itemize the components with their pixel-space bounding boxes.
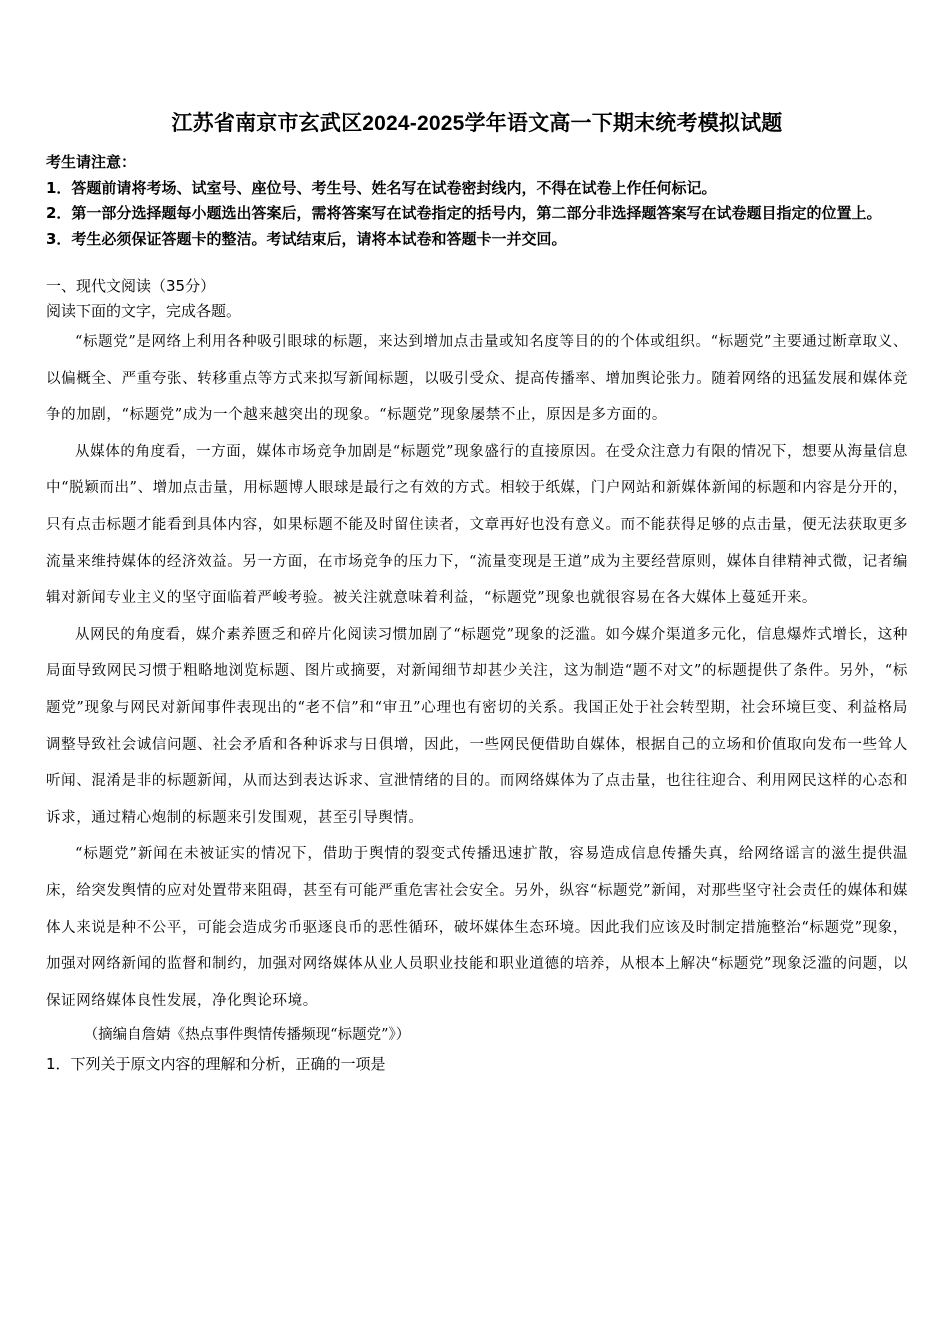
exam-notice bbox=[46, 150, 908, 252]
reading-instruction: 阅读下面的文字，完成各题。 bbox=[46, 302, 242, 320]
passage-paragraph: 从网民的角度看，媒介素养匮乏和碎片化阅读习惯加剧了“标题党”现象的泛滥。如今媒介渠道多元化，信息爆炸式增长，这种局面导致网民习惯于粗略地浏览标题、图片或摘要，对新闻细节却甚少关注，这为制造“题不对文”的标题提供了条件。另外，“标题党”现象与网民对新闻事件表现出的“老不信”和“审丑”心理也有密切的关系。我国正处于社会转型期，社会环境巨变、利益格局调整导致社会诚信问题、社会矛盾和各种诉求与日俱增，因此，一些网民便借助自媒体，根据自己的立场和价值取向发布一些耸人听闻、混淆是非的标题新闻，从而达到表达诉求、宣泄情绪的目的。而网络媒体为了点击量，也往往迎合、利用网民这样的心态和诉求，通过精心炮制的标题来引发围观，甚至引导舆情。 bbox=[46, 626, 908, 826]
passage-paragraph: “标题党”新闻在未被证实的情况下，借助于舆情的裂变式传播迅速扩散，容易造成信息传播失真，给网络谣言的滋生提供温床，给突发舆情的应对处置带来阻碍，甚至有可能严重危害社会安全。另外，纵容“标题党”新闻，对那些坚守社会责任的媒体和媒体人来说是种不公平，可能会造成劣币驱逐良币的恶性循环，破坏媒体生态环境。因此我们应该及时制定措施整治“标题党”现象，加强对网络新闻的监督和制约，加强对网络媒体从业人员职业技能和职业道德的培养，从根本上解决“标题党”现象泛滥的问题，以保证网络媒体良性发展，净化舆论环境。 bbox=[46, 846, 908, 1009]
section-heading: 一、现代文阅读（35分） bbox=[46, 277, 216, 295]
question-1: 1．下列关于原文内容的理解和分析，正确的一项是 bbox=[46, 1055, 386, 1074]
notice-item: 1．答题前请将考场、试室号、座位号、考生号、姓名写在试卷密封线内，不得在试卷上作任何标记。 bbox=[46, 178, 717, 197]
exam-page bbox=[46, 110, 908, 1077]
notice-item: 3．考生必须保证答题卡的整洁。考试结束后，请将本试卷和答题卡一并交回。 bbox=[46, 229, 567, 248]
page-title: 江苏省南京市玄武区2024-2025学年语文高一下期末统考模拟试题 bbox=[171, 112, 783, 135]
notice-item: 2．第一部分选择题每小题选出答案后，需将答案写在试卷指定的括号内，第二部分非选择题答案写在试卷题目指定的位置上。 bbox=[46, 204, 882, 222]
passage-paragraph: “标题党”是网络上利用各种吸引眼球的标题，来达到增加点击量或知名度等目的的个体或组织。“标题党”主要通过断章取义、以偏概全、严重夸张、转移重点等方式来拟写新闻标题，以吸引受众、提高传播率、增加舆论张力。随着网络的迅猛发展和媒体竞争的加剧，“标题党”成为一个越来越突出的现象。“标题党”现象屡禁不止，原因是多方面的。 bbox=[46, 334, 908, 424]
passage-source: （摘编自詹婧《热点事件舆情传播频现“标题党”》） bbox=[83, 1027, 411, 1044]
notice-heading: 考生请注意： bbox=[46, 153, 137, 171]
passage-paragraph: 从媒体的角度看，一方面，媒体市场竞争加剧是“标题党”现象盛行的直接原因。在受众注意力有限的情况下，想要从海量信息中“脱颖而出”、增加点击量，用标题博人眼球是最行之有效的方式。相较于纸媒，门户网站和新媒体新闻的标题和内容是分开的，只有点击标题才能看到具体内容，如果标题不能及时留住读者，文章再好也没有意义。而不能获得足够的点击量，便无法获取更多流量来维持媒体的经济效益。另一方面，在市场竞争的压力下，“流量变现是王道”成为主要经营原则，媒体自律精神式微，记者编辑对新闻专业主义的坚守面临着严峻考验。被关注就意味着利益，“标题党”现象也就很容易在各大媒体上蔓延开来。 bbox=[46, 443, 908, 607]
